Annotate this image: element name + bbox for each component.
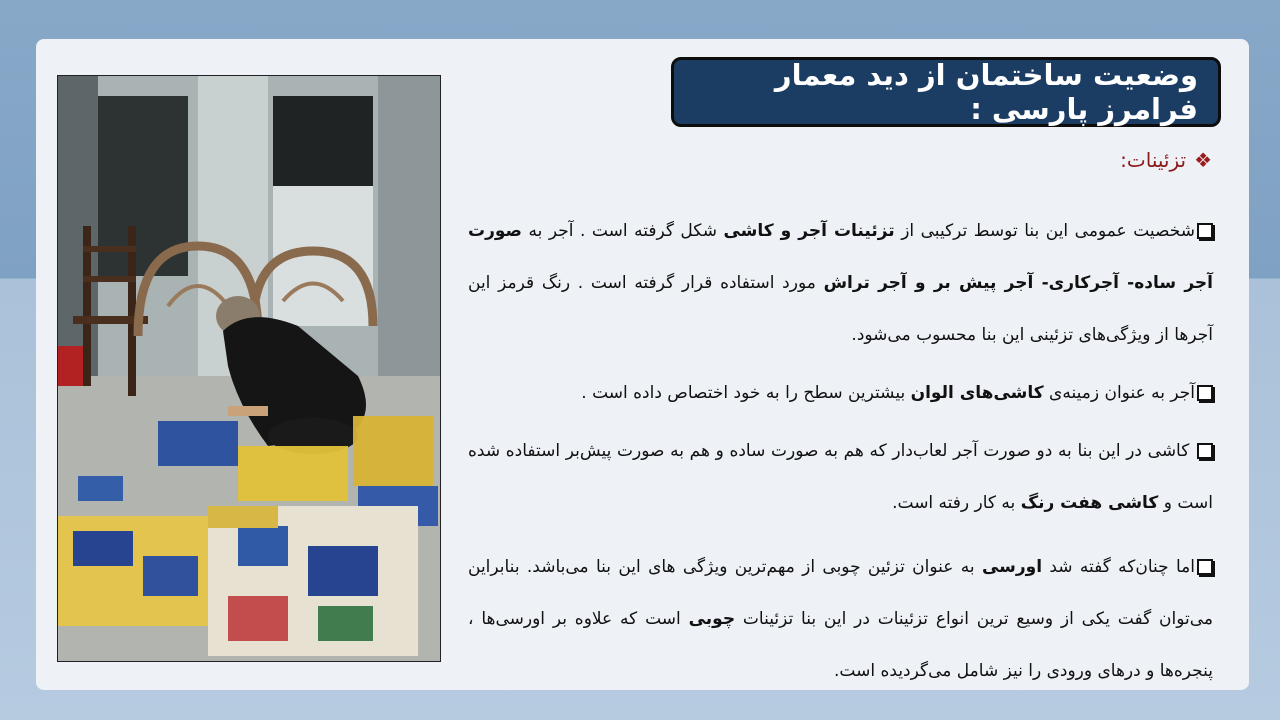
title-banner — [671, 57, 1221, 127]
paragraph-2-text: آجر به عنوان زمینه‌ی — [1043, 383, 1195, 403]
paragraph-2-text-2: بیشترین سطح را به خود اختصاص داده است . — [581, 383, 911, 403]
body-text — [468, 205, 1213, 697]
paragraph-4-text-2: به عنوان تزئین چوبی از مهم‌ترین ویژگی های این بنا می‌باشد. بنابراین می‌توان گفت یکی از وسیع ترین انواع تزئینات در این بنا تزئینات — [468, 557, 1213, 629]
paragraph-3-text-2: به کار رفته است. — [892, 493, 1021, 513]
tile-restoration-photo — [57, 75, 441, 662]
paragraph-1-bold-1: تزئینات آجر و کاشی — [723, 221, 895, 241]
paragraph-2 — [468, 367, 1213, 419]
paragraph-4-bold-2: چوبی — [688, 609, 736, 629]
slide-title: وضعیت ساختمان از دید معمار فرامرز پارسی : — [774, 58, 1198, 126]
paragraph-4-text-3: است که علاوه بر اورسی‌ها ، پنجره‌ها و درهای ورودی را نیز شامل می‌گردیده است. — [468, 609, 1213, 681]
paragraph-2-bold: کاشی‌های الوان — [910, 383, 1044, 403]
paragraph-3-bold: کاشی هفت رنگ — [1020, 493, 1159, 513]
paragraph-1-bold-2: صورت آجر ساده- آجرکاری- آجر پیش بر و آجر تراش — [468, 221, 1213, 293]
section-heading-label: تزئینات: — [1120, 148, 1187, 172]
paragraph-1 — [468, 205, 1213, 361]
paragraph-1-text-3: مورد استفاده قرار گرفته است . رنگ قرمز این آجرها از ویژگی‌های تزئینی این بنا محسوب می‌شود. — [468, 273, 1213, 345]
paragraph-4 — [468, 541, 1213, 697]
diamond-bullet-icon: ❖ — [1194, 148, 1212, 172]
paragraph-3-text: کاشی در این بنا به دو صورت آجر لعاب‌دار که هم به صورت ساده و هم به صورت پیش‌بر استفاده شده است و — [468, 441, 1213, 513]
checkbox-square-icon — [1197, 443, 1213, 459]
section-heading — [1120, 148, 1212, 172]
paragraph-4-bold-1: اورسی — [981, 557, 1043, 577]
paragraph-1-text: شخصیت عمومی این بنا توسط ترکیبی از — [894, 221, 1195, 241]
checkbox-square-icon — [1197, 385, 1213, 401]
checkbox-square-icon — [1197, 223, 1213, 239]
paragraph-3 — [468, 425, 1213, 529]
paragraph-4-text: اما چنان‌که گفته شد — [1042, 557, 1195, 577]
paragraph-1-text-2: شکل گرفته است . آجر به — [521, 221, 724, 241]
checkbox-square-icon — [1197, 559, 1213, 575]
